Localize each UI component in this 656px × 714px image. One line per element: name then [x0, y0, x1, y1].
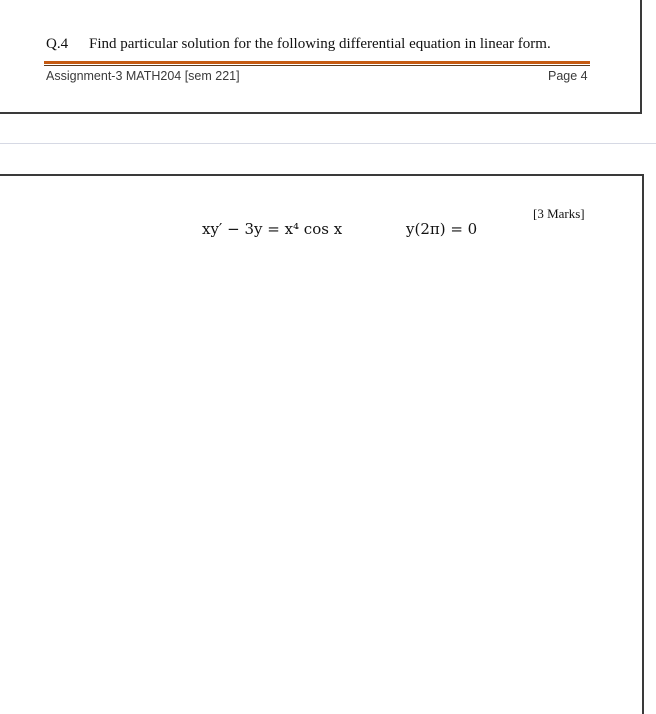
next-page-frame [0, 174, 644, 714]
initial-condition: y(2π) = 0 [406, 220, 478, 238]
footer-rule-accent [44, 61, 590, 64]
previous-page-frame [0, 0, 642, 114]
question-line [46, 36, 551, 53]
question-number: Q.4 [46, 36, 69, 52]
differential-equation: xy′ − 3y = x⁴ cos x [202, 220, 343, 238]
footer-course: Assignment-3 MATH204 [sem 221] [46, 69, 240, 83]
footer-page-number: Page 4 [548, 69, 588, 83]
marks-label: [3 Marks] [533, 206, 585, 221]
question-text: Find particular solution for the following differential equation in linear form. [89, 36, 551, 52]
footer-rule [44, 65, 590, 66]
page-separator [0, 143, 656, 144]
